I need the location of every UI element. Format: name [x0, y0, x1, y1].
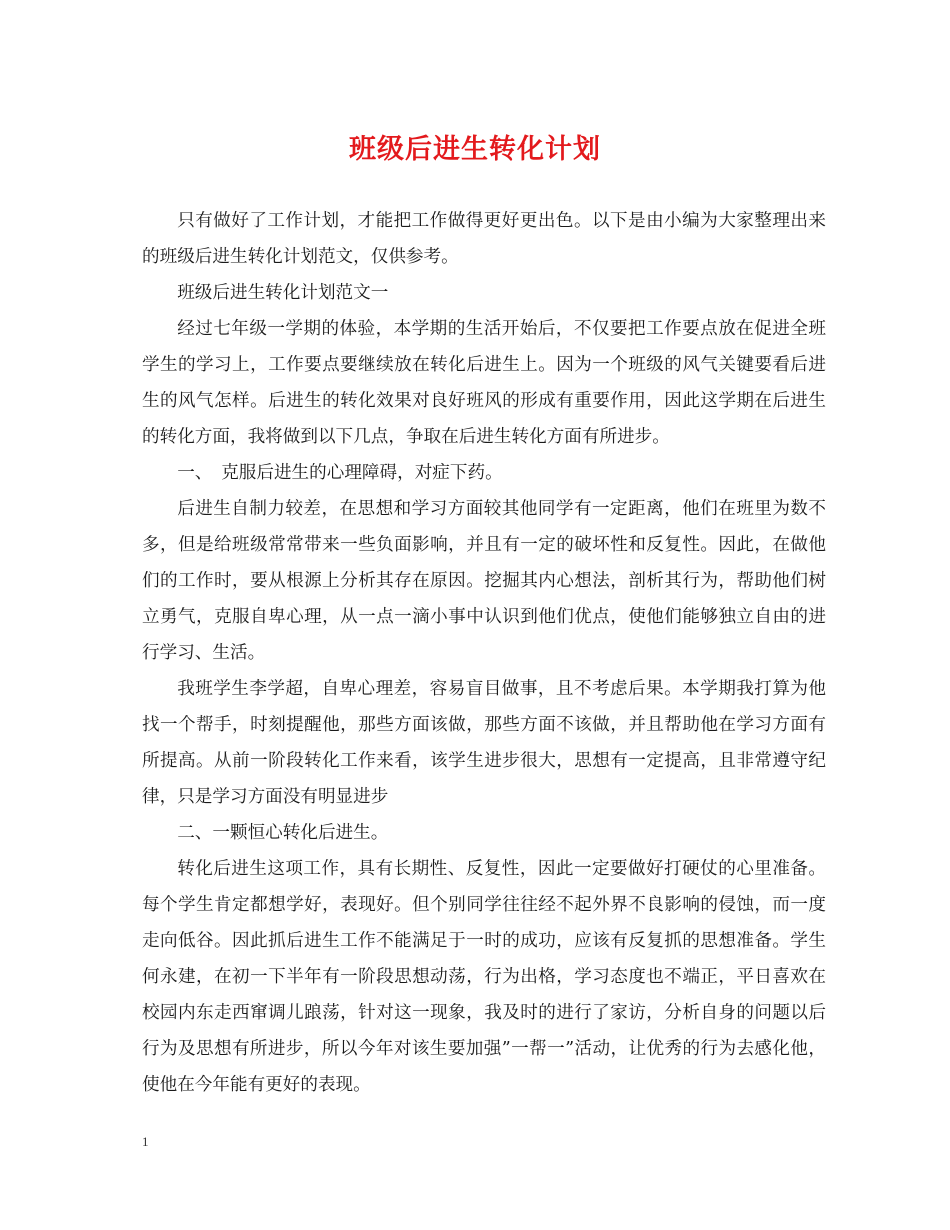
document-title: 班级后进生转化计划 [349, 134, 601, 165]
section-heading-one: 一、 克服后进生的心理障碍，对症下药。 [177, 463, 503, 483]
paragraph-overview: 经过七年级一学期的体验，本学期的生活开始后，不仅要把工作要点放在促进全班学生的学习上，工作要点要继续放在转化后进生上。因为一个班级的风气关键要看后进生的风气怎样。后进生的转化效果对良好班风的形成有重要作用，因此这学期在后进生的转化方面，我将做到以下几点，争取在后进生转化方面有所进步。 [142, 319, 826, 447]
document-body [142, 203, 826, 1103]
paragraph-sample-heading: 班级后进生转化计划范文一 [177, 283, 389, 303]
section-heading-two: 二、一颗恒心转化后进生。 [177, 823, 389, 843]
paragraph-student-example-1: 我班学生李学超，自卑心理差，容易盲目做事，且不考虑后果。本学期我打算为他找一个帮手，时刻提醒他，那些方面该做，那些方面不该做，并且帮助他在学习方面有所提高。从前一阶段转化工作来看，该学生进步很大，思想有一定提高，且非常遵守纪律，只是学习方面没有明显进步 [142, 679, 826, 807]
page-number: 1 [142, 1134, 149, 1149]
paragraph-psychology: 后进生自制力较差，在思想和学习方面较其他同学有一定距离，他们在班里为数不多，但是给班级常常带来一些负面影响，并且有一定的破坏性和反复性。因此，在做他们的工作时，要从根源上分析其存在原因。挖掘其内心想法，剖析其行为，帮助他们树立勇气，克服自卑心理，从一点一滴小事中认识到他们优点，使他们能够独立自由的进行学习、生活。 [142, 499, 826, 663]
paragraph-perseverance: 转化后进生这项工作，具有长期性、反复性，因此一定要做好打硬仗的心里准备。每个学生肯定都想学好，表现好。但个别同学往往经不起外界不良影响的侵蚀，而一度走向低谷。因此抓后进生工作不能满足于一时的成功，应该有反复抓的思想准备。学生何永建，在初一下半年有一阶段思想动荡，行为出格，学习态度也不端正，平日喜欢在校园内东走西窜调儿踉荡，针对这一现象，我及时的进行了家访，分析自身的问题以后行为及思想有所进步，所以今年对该生要加强”一帮一”活动，让优秀的行为去感化他，使他在今年能有更好的表现。 [142, 859, 826, 1095]
paragraph-intro: 只有做好了工作计划，才能把工作做得更好更出色。以下是由小编为大家整理出来的班级后进生转化计划范文，仅供参考。 [142, 211, 826, 267]
